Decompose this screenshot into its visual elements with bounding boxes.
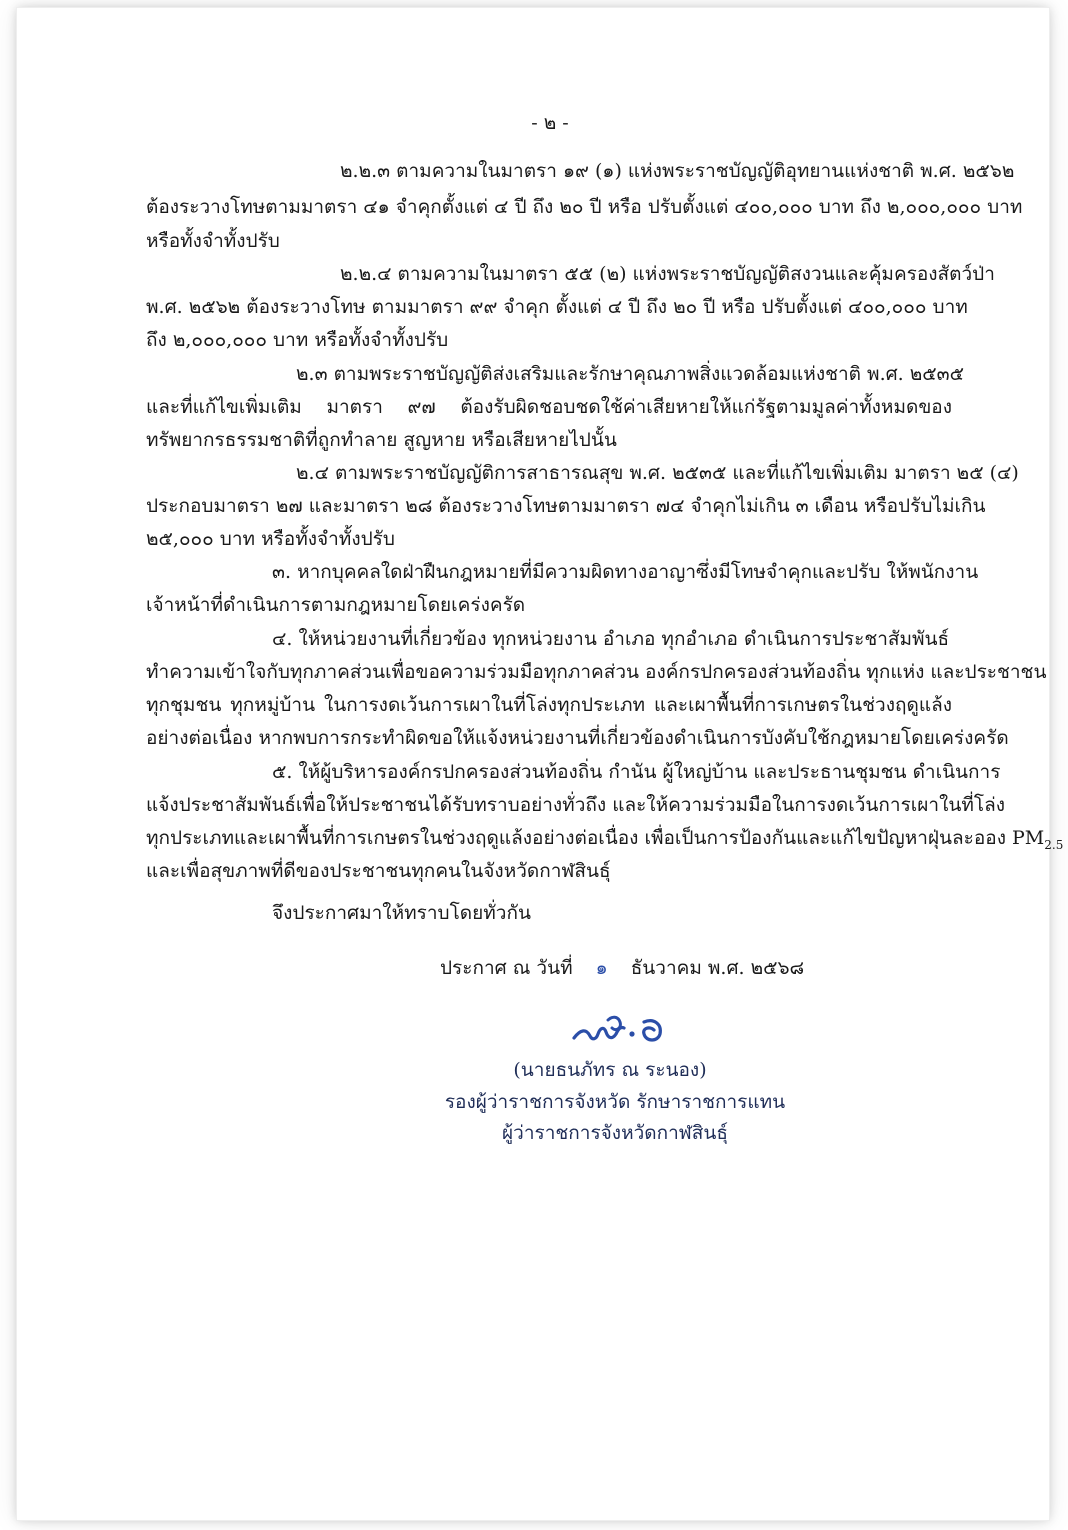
date-suffix: ธันวาคม พ.ศ. ๒๕๖๘ bbox=[630, 957, 805, 979]
text-line: ๓. หากบุคคลใดฝ่าฝืนกฎหมายที่มีความผิดทางอาญาซึ่งมีโทษจำคุกและปรับ ให้พนักงาน bbox=[272, 561, 979, 583]
signer-name: (นายธนภัทร ณ ระนอง) bbox=[513, 1059, 707, 1081]
text-line: ๒.๔ ตามพระราชบัญญัติการสาธารณสุข พ.ศ. ๒๕๓๕ และที่แก้ไขเพิ่มเติม มาตรา ๒๕ (๔) bbox=[296, 462, 1019, 484]
text-line: ๒๕,๐๐๐ บาท หรือทั้งจำทั้งปรับ bbox=[146, 528, 395, 550]
text-line: ทำความเข้าใจกับทุกภาคส่วนเพื่อขอความร่วมมือทุกภาคส่วน องค์กรปกครองส่วนท้องถิ่น ทุกแห่ง และประชาชน bbox=[146, 661, 1047, 683]
text-line-pm bbox=[146, 826, 1063, 850]
signer-office: ผู้ว่าราชการจังหวัดกาฬสินธุ์ bbox=[502, 1122, 728, 1144]
text-line: ประกอบมาตรา ๒๗ และมาตรา ๒๘ ต้องระวางโทษตามมาตรา ๗๔ จำคุกไม่เกิน ๓ เดือน หรือปรับไม่เกิน bbox=[146, 495, 986, 517]
closing-statement: จึงประกาศมาให้ทราบโดยทั่วกัน bbox=[272, 902, 531, 924]
date-day: ๑ bbox=[595, 957, 608, 979]
text-line: ๔. ให้หน่วยงานที่เกี่ยวข้อง ทุกหน่วยงาน อำเภอ ทุกอำเภอ ดำเนินการประชาสัมพันธ์ bbox=[272, 628, 950, 650]
text-line: ๒.๒.๓ ตามความในมาตรา ๑๙ (๑) แห่งพระราชบัญญัติอุทยานแห่งชาติ พ.ศ. ๒๕๖๒ bbox=[340, 160, 1015, 182]
text-line: ทุกชุมชน ทุกหมู่บ้าน ในการงดเว้นการเผาในที่โล่งทุกประเภท และเผาพื้นที่การเกษตรในช่วงฤดูแล้ง bbox=[146, 694, 952, 716]
signer-position: รองผู้ว่าราชการจังหวัด รักษาราชการแทน bbox=[444, 1091, 786, 1113]
text-line: เจ้าหน้าที่ดำเนินการตามกฎหมายโดยเคร่งครัด bbox=[146, 594, 526, 616]
text-segment: ทุกประเภทและเผาพื้นที่การเกษตรในช่วงฤดูแล้งอย่างต่อเนื่อง เพื่อเป็นการป้องกันและแก้ไขปัญหาฝุ่นละออง PM bbox=[146, 827, 1045, 849]
pm-subscript: 2.5 bbox=[1044, 837, 1064, 852]
text-line: ๒.๓ ตามพระราชบัญญัติส่งเสริมและรักษาคุณภาพสิ่งแวดล้อมแห่งชาติ พ.ศ. ๒๕๓๕ bbox=[296, 363, 965, 385]
text-line: แจ้งประชาสัมพันธ์เพื่อให้ประชาชนได้รับทราบอย่างทั่วถึง และให้ความร่วมมือในการงดเว้นการเผาในที่โล่ง bbox=[146, 794, 1005, 816]
text-line: ทรัพยากรธรรมชาติที่ถูกทำลาย สูญหาย หรือเสียหายไปนั้น bbox=[146, 429, 617, 451]
text-line: ๒.๒.๔ ตามความในมาตรา ๕๕ (๒) แห่งพระราชบัญญัติสงวนและคุ้มครองสัตว์ป่า bbox=[340, 263, 995, 285]
text-line: ต้องระวางโทษตามมาตรา ๔๑ จำคุกตั้งแต่ ๔ ปี ถึง ๒๐ ปี หรือ ปรับตั้งแต่ ๔๐๐,๐๐๐ บาท ถึง ๒,๐๐๐,๐๐๐ บาท bbox=[146, 196, 1023, 218]
date-line bbox=[440, 956, 804, 980]
text-line: และเพื่อสุขภาพที่ดีของประชาชนทุกคนในจังหวัดกาฬสินธุ์ bbox=[146, 860, 611, 882]
page-number: - ๒ - bbox=[531, 112, 569, 134]
text-line: ถึง ๒,๐๐๐,๐๐๐ บาท หรือทั้งจำทั้งปรับ bbox=[146, 329, 449, 351]
handwritten-signature bbox=[570, 1008, 666, 1048]
text-line: ๕. ให้ผู้บริหารองค์กรปกครองส่วนท้องถิ่น กำนัน ผู้ใหญ่บ้าน และประธานชุมชน ดำเนินการ bbox=[272, 761, 1001, 783]
date-prefix: ประกาศ ณ วันที่ bbox=[440, 957, 573, 979]
text-line: อย่างต่อเนื่อง หากพบการกระทำผิดขอให้แจ้งหน่วยงานที่เกี่ยวข้องดำเนินการบังคับใช้กฎหมายโดยเคร่งครัด bbox=[146, 727, 1009, 749]
text-line: และที่แก้ไขเพิ่มเติม มาตรา ๙๗ ต้องรับผิดชอบชดใช้ค่าเสียหายให้แก่รัฐตามมูลค่าทั้งหมดของ bbox=[146, 396, 952, 418]
text-line: พ.ศ. ๒๕๖๒ ต้องระวางโทษ ตามมาตรา ๙๙ จำคุก ตั้งแต่ ๔ ปี ถึง ๒๐ ปี หรือ ปรับตั้งแต่ ๔๐๐,๐๐๐ บาท bbox=[146, 296, 968, 318]
text-line: หรือทั้งจำทั้งปรับ bbox=[146, 230, 280, 252]
